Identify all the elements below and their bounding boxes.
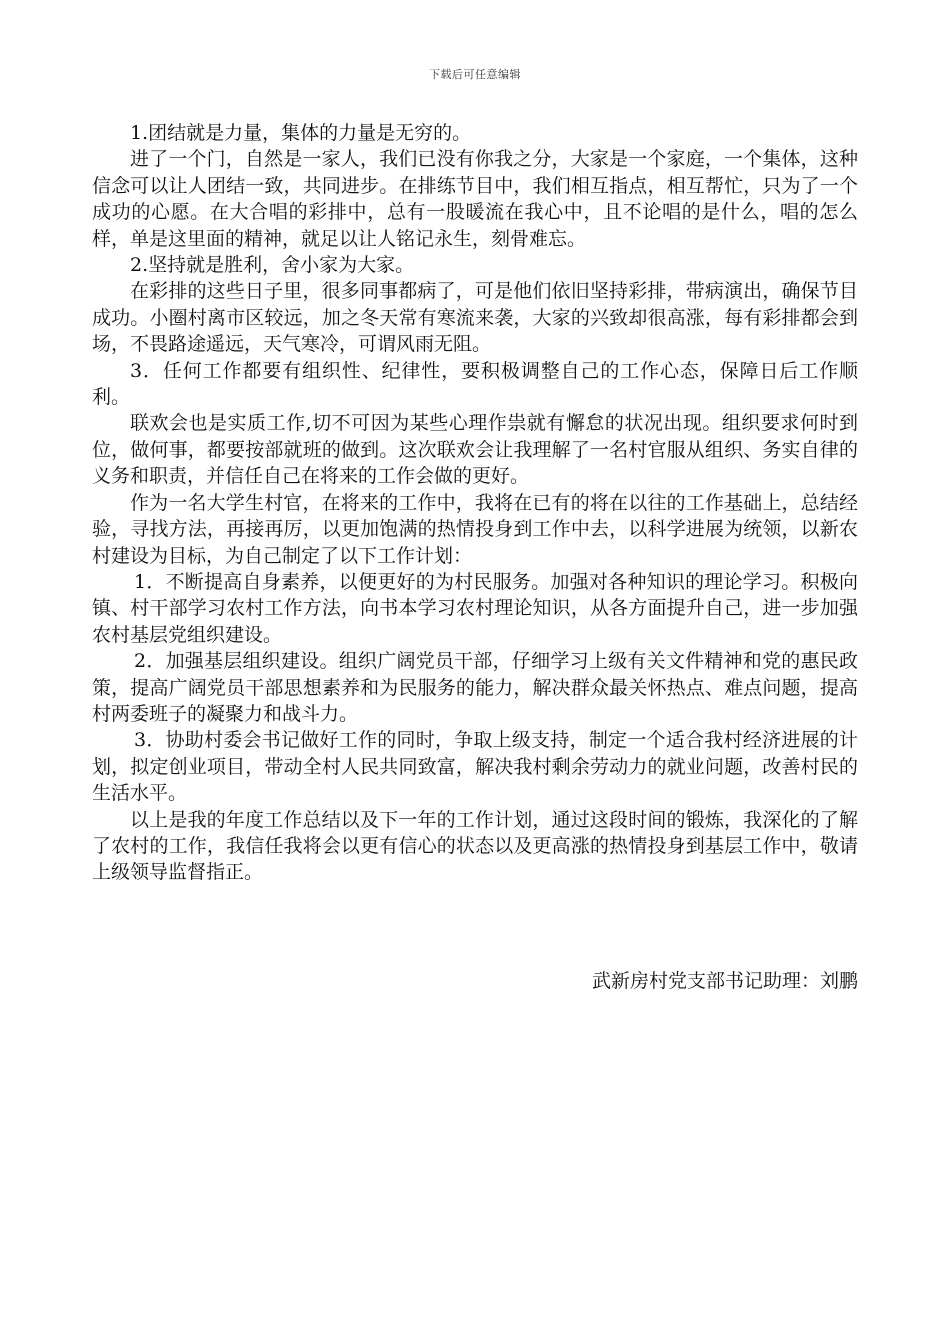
document-body: [92, 120, 858, 886]
signature: 武新房村党支部书记助理：刘鹏: [591, 970, 858, 992]
header-note: 下载后可任意编辑: [429, 68, 521, 81]
body-paragraph: 进了一个门，自然是一家人，我们已没有你我之分，大家是一个家庭，一个集体，这种信念可以让人团结一致，共同进步。在排练节目中，我们相互指点，相互帮忙，只为了一个成功的心愿。在大合唱的彩排中，总有一股暖流在我心中，且不论唱的是什么，唱的怎么样，单是这里面的精神，就足以让人铭记永生，刻骨难忘。: [92, 148, 858, 250]
plan-item-2: 2．加强基层组织建设。组织广阔党员干部，仔细学习上级有关文件精神和党的惠民政策，提高广阔党员干部思想素养和为民服务的能力，解决群众最关怀热点、难点问题，提高村两委班子的凝聚力和战斗力。: [92, 650, 858, 725]
plan-item-3: 3．协助村委会书记做好工作的同时，争取上级支持，制定一个适合我村经济进展的计划，拟定创业项目，带动全村人民共同致富，解决我村剩余劳动力的就业问题，改善村民的生活水平。: [92, 729, 858, 805]
section-heading-1: 1.团结就是力量，集体的力量是无穷的。: [130, 122, 472, 144]
closing-paragraph: 以上是我的年度工作总结以及下一年的工作计划，通过这段时间的锻炼，我深化的了解了农村的工作，我信任我将会以更有信心的状态以及更高涨的热情投身到基层工作中，敬请上级领导监督指正。: [92, 808, 858, 884]
section-heading-3: 3．任何工作都要有组织性、纪律性，要积极调整自己的工作心态，保障日后工作顺利。: [92, 359, 858, 409]
body-paragraph: 作为一名大学生村官，在将来的工作中，我将在已有的将在以往的工作基础上，总结经验，寻找方法，再接再厉，以更加饱满的热情投身到工作中去，以科学进展为统领，以新农村建设为目标，为自己制定了以下工作计划：: [92, 491, 858, 567]
body-paragraph: 联欢会也是实质工作,切不可因为某些心理作祟就有懈怠的状况出现。组织要求何时到位，做何事，都要按部就班的做到。这次联欢会让我理解了一名村官服从组织、务实自律的义务和职责，并信任自己在将来的工作会做的更好。: [92, 412, 858, 488]
plan-item-1: 1．不断提高自身素养，以便更好的为村民服务。加强对各种知识的理论学习。积极向镇、村干部学习农村工作方法，向书本学习农村理论知识，从各方面提升自己，进一步加强农村基层党组织建设。: [92, 570, 858, 646]
body-paragraph: 在彩排的这些日子里，很多同事都病了，可是他们依旧坚持彩排，带病演出，确保节目成功。小圈村离市区较远，加之冬天常有寒流来袭，大家的兴致却很高涨，每有彩排都会到场，不畏路途遥远，天气寒冷，可谓风雨无阻。: [92, 280, 858, 356]
section-heading-2: 2.坚持就是胜利，舍小家为大家。: [130, 254, 415, 277]
